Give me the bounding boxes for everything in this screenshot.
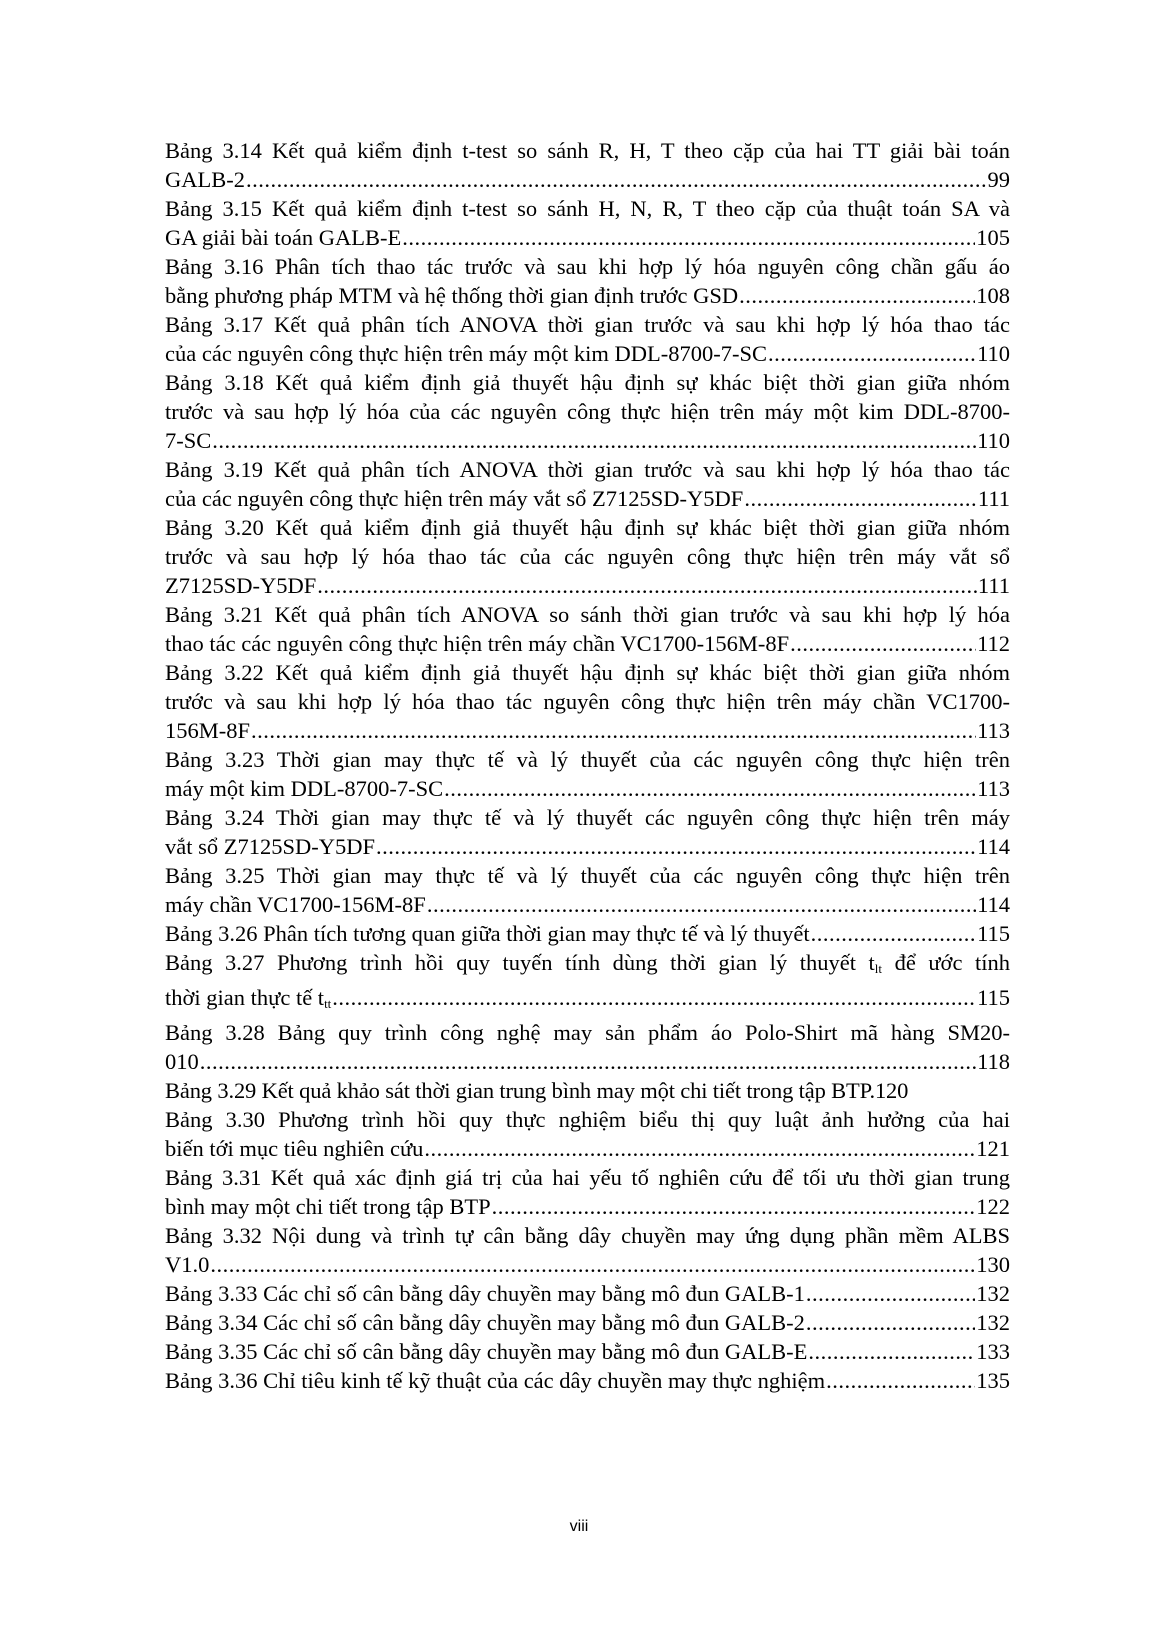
dot-leader — [768, 339, 976, 368]
toc-entry-text: để ước tính — [882, 950, 1010, 975]
toc-entry-last-line — [165, 774, 1010, 803]
toc-page-number: 132 — [976, 1281, 1010, 1306]
toc-entry-last-line — [165, 1192, 1010, 1221]
dot-leader — [376, 832, 976, 861]
toc-entry-3-18[interactable] — [165, 368, 1010, 455]
toc-entry-text-part: thời gian thực tế t — [165, 985, 325, 1010]
toc-page-number: 133 — [976, 1339, 1010, 1364]
toc-entry-3-31[interactable] — [165, 1163, 1010, 1221]
toc-entry-line: Bảng 3.15 Kết quả kiểm định t-test so sánh H, N, R, T theo cặp của thuật toán SA và — [165, 196, 1010, 221]
toc-entry-line: Bảng 3.14 Kết quả kiểm định t-test so sánh R, H, T theo cặp của hai TT giải bài toán — [165, 138, 1010, 163]
dot-leader — [808, 1337, 975, 1366]
toc-entry-text: Bảng 3.34 Các chỉ số cân bằng dây chuyền may bằng mô đun GALB-2 — [165, 1310, 805, 1335]
toc-entry-line: trước và sau khi hợp lý hóa thao tác nguyên công thực hiện trên máy chần VC1700- — [165, 689, 1010, 714]
toc-entry-last-line — [165, 1308, 1010, 1337]
toc-entry-3-24[interactable] — [165, 803, 1010, 861]
toc-entry-line — [165, 948, 1010, 983]
toc-entry-last-line — [165, 832, 1010, 861]
toc-entry-last-line — [165, 1134, 1010, 1163]
subscript: lt — [874, 961, 883, 976]
toc-page-number: 118 — [977, 1049, 1010, 1074]
toc-entry-line: Bảng 3.24 Thời gian may thực tế và lý thuyết các nguyên công thực hiện trên máy — [165, 805, 1010, 830]
dot-leader — [424, 1134, 975, 1163]
toc-entry-3-28[interactable] — [165, 1018, 1010, 1076]
toc-entry-text: vắt sổ Z7125SD-Y5DF — [165, 834, 376, 859]
toc-entry-last-line — [165, 1047, 1010, 1076]
toc-entry-3-25[interactable] — [165, 861, 1010, 919]
dot-leader — [811, 919, 976, 948]
toc-entry-3-20[interactable] — [165, 513, 1010, 600]
toc-entry-text: GA giải bài toán GALB-E — [165, 225, 402, 250]
toc-entry-line: Bảng 3.23 Thời gian may thực tế và lý thuyết của các nguyên công thực hiện trên — [165, 747, 1010, 772]
toc-entry-text: 010 — [165, 1049, 199, 1074]
toc-entry-line: Bảng 3.32 Nội dung và trình tự cân bằng dây chuyền may ứng dụng phần mềm ALBS — [165, 1223, 1010, 1248]
toc-entry-last-line — [165, 1279, 1010, 1308]
toc-page-number: 113 — [977, 718, 1010, 743]
toc-entry-last-line — [165, 919, 1010, 948]
toc-entry-3-14[interactable] — [165, 136, 1010, 194]
toc-entry-last-line — [165, 716, 1010, 745]
toc-page-number: 114 — [977, 834, 1010, 859]
toc-entry-text: thao tác các nguyên công thực hiện trên máy chần VC1700-156M-8F — [165, 631, 790, 656]
dot-leader — [251, 716, 976, 745]
dot-leader — [806, 1308, 975, 1337]
toc-entry-text — [165, 983, 331, 1018]
toc-page-number: 135 — [976, 1368, 1010, 1393]
toc-page-number: 110 — [977, 428, 1010, 453]
toc-page-number: 111 — [977, 573, 1010, 598]
toc-page-number: 112 — [977, 631, 1010, 656]
toc-entry-3-17[interactable] — [165, 310, 1010, 368]
toc-entry-text: Bảng 3.29 Kết quả khảo sát thời gian trung bình may một chi tiết trong tập BTP.120 — [165, 1078, 909, 1103]
toc-entry-text: biến tới mục tiêu nghiên cứu — [165, 1136, 424, 1161]
toc-entry-text: Bảng 3.35 Các chỉ số cân bằng dây chuyền may bằng mô đun GALB-E — [165, 1339, 808, 1364]
toc-entry-line: trước và sau hợp lý hóa thao tác của các nguyên công thực hiện trên máy vắt sổ — [165, 544, 1010, 569]
page-number: viii — [569, 1518, 589, 1535]
toc-entry-3-21[interactable] — [165, 600, 1010, 658]
toc-entry-line: Bảng 3.20 Kết quả kiểm định giả thuyết hậu định sự khác biệt thời gian giữa nhóm — [165, 515, 1010, 540]
toc-entry-3-15[interactable] — [165, 194, 1010, 252]
dot-leader — [790, 629, 976, 658]
toc-entry-text: Bảng 3.26 Phân tích tương quan giữa thời gian may thực tế và lý thuyết — [165, 921, 810, 946]
dot-leader — [317, 571, 977, 600]
toc-entry-last-line — [165, 890, 1010, 919]
toc-entry-text: máy chần VC1700-156M-8F — [165, 892, 426, 917]
toc-page-number: 130 — [976, 1252, 1010, 1277]
subscript: tt — [324, 996, 332, 1011]
toc-entry-text: V1.0 — [165, 1252, 210, 1277]
toc-entry-last-line — [165, 281, 1010, 310]
toc-entry-3-26[interactable] — [165, 919, 1010, 948]
toc-page-number: 114 — [977, 892, 1010, 917]
toc-entry-text: bình may một chi tiết trong tập BTP — [165, 1194, 491, 1219]
dot-leader — [212, 426, 976, 455]
toc-page-number: 132 — [976, 1310, 1010, 1335]
toc-entry-last-line — [165, 223, 1010, 252]
toc-entry-text: Bảng 3.36 Chỉ tiêu kinh tế kỹ thuật của các dây chuyền may thực nghiệm — [165, 1368, 826, 1393]
dot-leader — [402, 223, 975, 252]
toc-entry-line: Bảng 3.19 Kết quả phân tích ANOVA thời gian trước và sau khi hợp lý hóa thao tác — [165, 457, 1010, 482]
toc-entry-line: Bảng 3.30 Phương trình hồi quy thực nghiệm biểu thị quy luật ảnh hưởng của hai — [165, 1107, 1010, 1132]
toc-entry-last-line — [165, 426, 1010, 455]
dot-leader — [210, 1250, 975, 1279]
toc-entry-line: Bảng 3.18 Kết quả kiểm định giả thuyết hậu định sự khác biệt thời gian giữa nhóm — [165, 370, 1010, 395]
dot-leader — [444, 774, 976, 803]
toc-entry-text: của các nguyên công thực hiện trên máy vắt sổ Z7125SD-Y5DF — [165, 486, 744, 511]
toc-entry-text: máy một kim DDL-8700-7-SC — [165, 776, 444, 801]
toc-entry-text: Z7125SD-Y5DF — [165, 573, 317, 598]
toc-entry-3-27[interactable] — [165, 948, 1010, 1018]
toc-entry-text: Bảng 3.27 Phương trình hồi quy tuyến tính dùng thời gian lý thuyết t — [165, 950, 875, 975]
toc-entry-line: Bảng 3.28 Bảng quy trình công nghệ may sản phẩm áo Polo-Shirt mã hàng SM20- — [165, 1020, 1010, 1045]
toc-entry-last-line — [165, 484, 1010, 513]
toc-entry-text: của các nguyên công thực hiện trên máy một kim DDL-8700-7-SC — [165, 341, 768, 366]
toc-page-number: 122 — [976, 1194, 1010, 1219]
dot-leader — [427, 890, 976, 919]
toc-entry-text: Bảng 3.33 Các chỉ số cân bằng dây chuyền may bằng mô đun GALB-1 — [165, 1281, 805, 1306]
toc-entry-last-line — [165, 1076, 1010, 1105]
toc-entry-line: Bảng 3.16 Phân tích thao tác trước và sau khi hợp lý hóa nguyên công chần gấu áo — [165, 254, 1010, 279]
toc-page-number: 108 — [976, 283, 1010, 308]
toc-page-number: 121 — [976, 1136, 1010, 1161]
dot-leader — [246, 165, 987, 194]
toc-entry-line: Bảng 3.25 Thời gian may thực tế và lý thuyết của các nguyên công thực hiện trên — [165, 863, 1010, 888]
dot-leader — [492, 1192, 976, 1221]
toc-entry-line: Bảng 3.17 Kết quả phân tích ANOVA thời gian trước và sau khi hợp lý hóa thao tác — [165, 312, 1010, 337]
toc-page-number: 111 — [977, 486, 1010, 511]
toc-entry-last-line — [165, 629, 1010, 658]
toc-entry-3-36[interactable] — [165, 1366, 1010, 1395]
toc-entry-line: trước và sau hợp lý hóa của các nguyên công thực hiện trên máy một kim DDL-8700- — [165, 399, 1010, 424]
dot-leader — [332, 983, 976, 1012]
toc-page-number: 110 — [977, 341, 1010, 366]
toc-page-number: 115 — [977, 921, 1010, 946]
toc-page-number: 115 — [977, 985, 1010, 1010]
toc-entry-last-line — [165, 165, 1010, 194]
dot-leader — [826, 1366, 975, 1395]
dot-leader — [739, 281, 975, 310]
toc-entry-3-22[interactable] — [165, 658, 1010, 745]
toc-entry-3-16[interactable] — [165, 252, 1010, 310]
toc-entry-text: 156M-8F — [165, 718, 251, 743]
toc-entry-text: 7-SC — [165, 428, 212, 453]
toc-entry-3-30[interactable] — [165, 1105, 1010, 1163]
toc-entry-line: Bảng 3.21 Kết quả phân tích ANOVA so sánh thời gian trước và sau khi hợp lý hóa — [165, 602, 1010, 627]
toc-entry-line: Bảng 3.22 Kết quả kiểm định giả thuyết hậu định sự khác biệt thời gian giữa nhóm — [165, 660, 1010, 685]
toc-entry-last-line — [165, 339, 1010, 368]
toc-entry-last-line — [165, 1366, 1010, 1395]
toc-page-number: 105 — [976, 225, 1010, 250]
toc-entry-text: GALB-2 — [165, 167, 245, 192]
toc-entry-3-33[interactable] — [165, 1279, 1010, 1308]
toc-entry-line: Bảng 3.31 Kết quả xác định giá trị của hai yếu tố nghiên cứu để tối ưu thời gian trung — [165, 1165, 1010, 1190]
toc-entry-last-line — [165, 1250, 1010, 1279]
list-of-tables — [165, 136, 1010, 1395]
toc-entry-3-19[interactable] — [165, 455, 1010, 513]
toc-entry-last-line — [165, 983, 1010, 1018]
toc-entry-3-34[interactable] — [165, 1308, 1010, 1337]
dot-leader — [744, 484, 977, 513]
toc-page-number: 99 — [987, 167, 1010, 192]
toc-entry-3-23[interactable] — [165, 745, 1010, 803]
toc-entry-3-29[interactable] — [165, 1076, 1010, 1105]
toc-page-number: 113 — [977, 776, 1010, 801]
toc-entry-3-32[interactable] — [165, 1221, 1010, 1279]
dot-leader — [200, 1047, 976, 1076]
toc-entry-last-line — [165, 571, 1010, 600]
toc-entry-text: bằng phương pháp MTM và hệ thống thời gian định trước GSD — [165, 283, 739, 308]
toc-entry-last-line — [165, 1337, 1010, 1366]
toc-entry-3-35[interactable] — [165, 1337, 1010, 1366]
dot-leader — [806, 1279, 975, 1308]
